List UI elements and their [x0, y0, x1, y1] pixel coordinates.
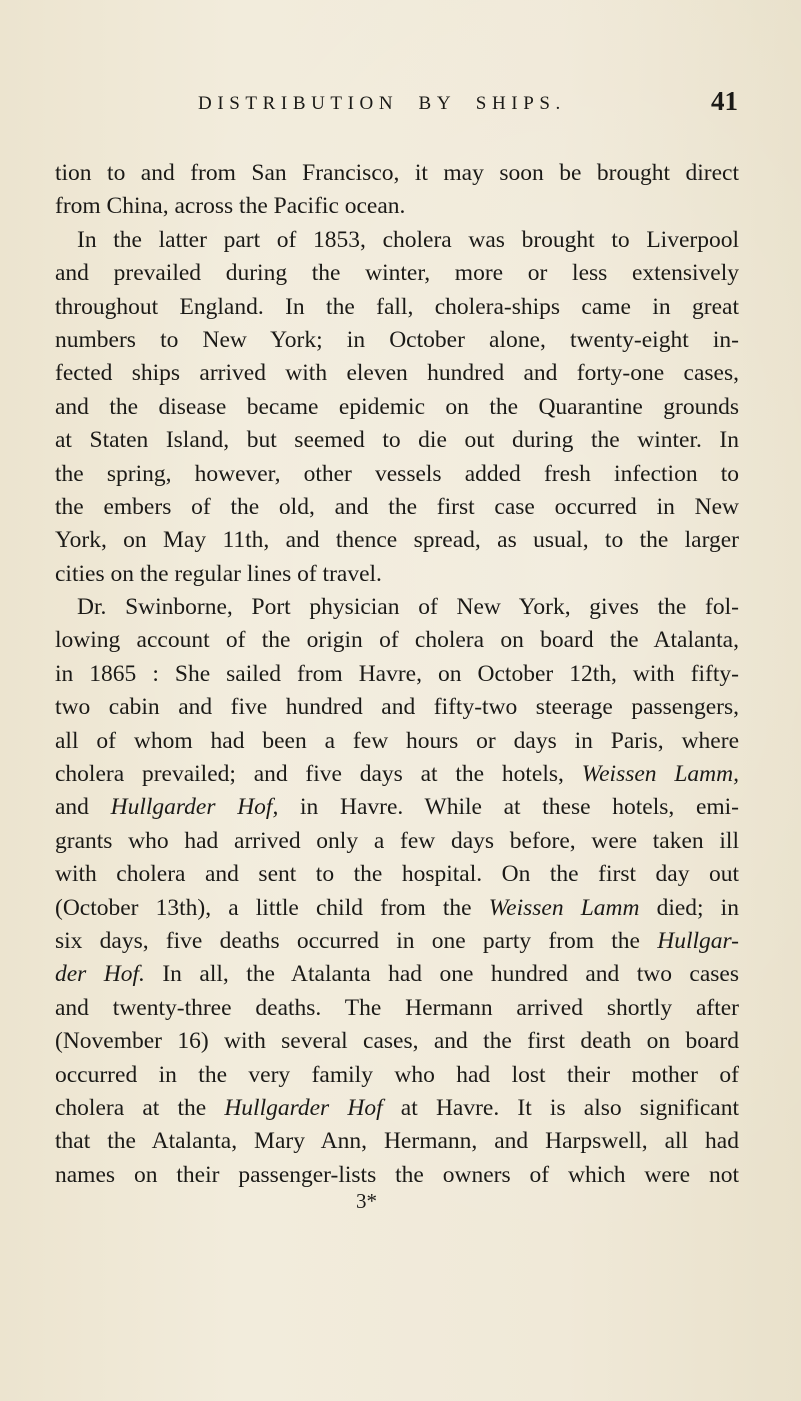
text-line: grants who had arrived only a few days before, were taken ill [55, 827, 739, 854]
hotel-name: der Hof. [55, 961, 145, 988]
text-segment: (October 13th), a little child from the [55, 894, 489, 921]
text-line: in 1865 : She sailed from Havre, on October 12th, with fifty- [55, 660, 739, 687]
text-line: York, on May 11th, and thence spread, as usual, to the larger [55, 527, 739, 554]
text-line: two cabin and five hundred and fifty-two steerage passengers, [55, 694, 739, 721]
text-line: cities on the regular lines of travel. [55, 560, 382, 587]
text-segment: at Havre. It is also significant [382, 1094, 739, 1121]
text-line: (November 16) with several cases, and the first death on board [55, 1028, 739, 1055]
text-line: tion to and from San Francisco, it may soon be brought direct [55, 160, 739, 186]
running-head: DISTRIBUTION BY SHIPS. [198, 93, 566, 114]
text-line: and prevailed during the winter, more or less extensively [55, 260, 739, 287]
signature-mark: 3* [356, 1189, 377, 1213]
text-line: that the Atalanta, Mary Ann, Hermann, and Harpswell, all had [55, 1128, 739, 1155]
hotel-name: Weissen Lamm, [581, 761, 739, 788]
text-segment: In all, the Atalanta had one hundred and two cases [144, 961, 739, 988]
text-line: and the disease became epidemic on the Quarantine grounds [55, 393, 739, 420]
text-line: numbers to New York; in October alone, twenty-eight in- [55, 326, 739, 353]
body-text [55, 157, 739, 1192]
text-line [55, 791, 739, 824]
text-segment: six days, five deaths occurred in one party from the [55, 927, 658, 954]
text-line: fected ships arrived with eleven hundred and forty-one cases, [55, 360, 739, 387]
text-line: throughout England. In the fall, cholera-ships came in great [55, 293, 739, 320]
text-segment: in Havre. While at these hotels, emi- [278, 794, 740, 821]
text-line: with cholera and sent to the hospital. On the first day out [55, 861, 739, 888]
text-line: Dr. Swinborne, Port physician of New York, gives the fol- [77, 594, 739, 621]
text-line: the embers of the old, and the first case occurred in New [55, 493, 739, 520]
text-line [55, 892, 739, 925]
hotel-name: Hullgar- [657, 927, 739, 954]
text-line [55, 1092, 739, 1125]
text-line: at Staten Island, but seemed to die out during the winter. In [55, 427, 739, 454]
text-segment: died; in [639, 894, 739, 921]
hotel-name: Hullgarder Hof [224, 1094, 383, 1121]
text-line: the spring, however, other vessels added fresh infection to [55, 460, 739, 487]
text-line: lowing account of the origin of cholera on board the Atalanta, [55, 627, 739, 654]
text-line: all of whom had been a few hours or days in Paris, where [55, 727, 739, 754]
text-line [55, 925, 739, 958]
text-line [55, 758, 739, 791]
text-line: In the latter part of 1853, cholera was brought to Liverpool [77, 226, 739, 253]
text-line [55, 958, 739, 991]
text-line: names on their passenger-lists the owners of which were not [55, 1161, 739, 1188]
text-segment: cholera prevailed; and five days at the hotels, [55, 761, 582, 788]
text-line: and twenty-three deaths. The Hermann arrived shortly after [55, 994, 739, 1021]
page-number: 41 [711, 86, 738, 116]
hotel-name: Hullgarder Hof, [110, 794, 279, 821]
page-header [198, 86, 738, 133]
text-line: occurred in the very family who had lost their mother of [55, 1061, 739, 1088]
text-segment: cholera at the [55, 1094, 225, 1121]
hotel-name: Weissen Lamm [488, 894, 640, 921]
text-segment: and [55, 794, 111, 821]
text-line: from China, across the Pacific ocean. [55, 193, 406, 220]
